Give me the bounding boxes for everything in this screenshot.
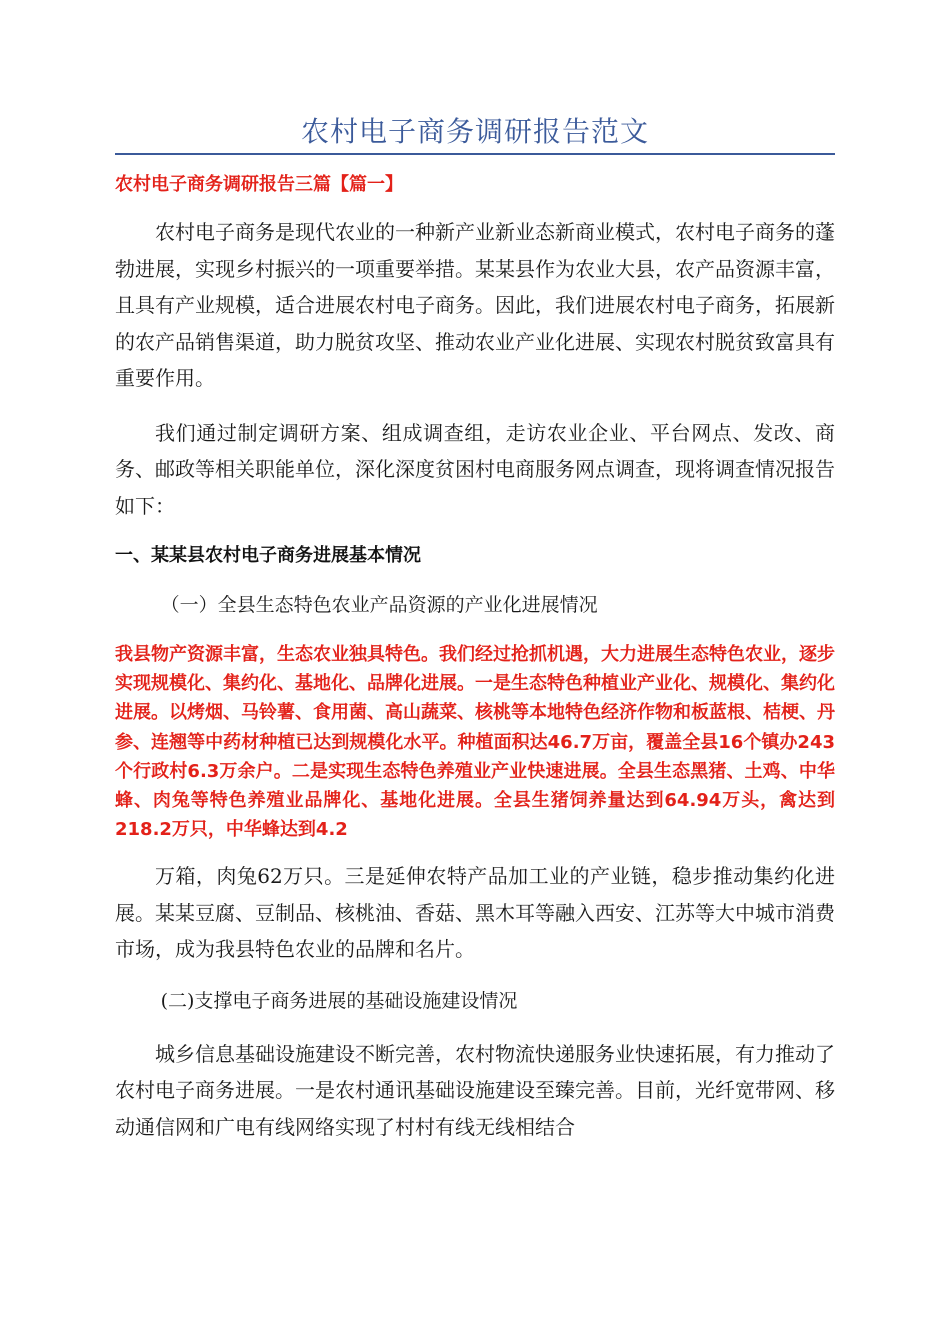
subsection-heading-1: （一）全县生态特色农业产品资源的产业化进展情况 [160, 594, 598, 616]
highlighted-paragraph: 我县物产资源丰富，生态农业独具特色。我们经过抢抓机遇，大力进展生态特色农业，逐步实现规模化、集约化、基地化、品牌化进展。一是生态特色种植业产业化、规模化、集约化进展。以烤烟、马铃薯、食用菌、高山蔬菜、核桃等本地特色经济作物和板蓝根、桔梗、丹参、连翘等中药材种植已达到规模化水平。种植面积达46.7万亩，覆盖全县16个镇办243个行政村6.3万余户。二是实现生态特色养殖业产业快速进展。全县生态黑猪、土鸡、中华蜂、肉兔等特色养殖业品牌化、基地化进展。全县生猪饲养量达到64.94万头，禽达到218.2万只，中华蜂达到4.2 [115, 644, 835, 841]
document-body [115, 172, 835, 1163]
title-divider [115, 153, 835, 155]
infrastructure-paragraph: 城乡信息基础设施建设不断完善，农村物流快递服务业快速拓展，有力推动了农村电子商务进展。一是农村通讯基础设施建设至臻完善。目前，光纤宽带网、移动通信网和广电有线网络实现了村村有线无线相结合 [115, 1041, 835, 1139]
method-paragraph: 我们通过制定调研方案、组成调查组，走访农业企业、平台网点、发改、商务、邮政等相关职能单位，深化深度贫困村电商服务网点调查，现将调查情况报告如下： [115, 420, 835, 518]
document-title: 农村电子商务调研报告范文 [300, 115, 649, 148]
article-subtitle: 农村电子商务调研报告三篇【篇一】 [115, 174, 403, 195]
continuation-paragraph: 万箱，肉兔62万只。三是延伸农特产品加工业的产业链，稳步推动集约化进展。某某豆腐、豆制品、核桃油、香菇、黑木耳等融入西安、江苏等大中城市消费市场，成为我县特色农业的品牌和名片。 [115, 864, 835, 962]
section-heading-1: 一、某某县农村电子商务进展基本情况 [115, 545, 421, 566]
subsection-heading-2: (二)支撑电子商务进展的基础设施建设情况 [160, 989, 518, 1012]
intro-paragraph: 农村电子商务是现代农业的一种新产业新业态新商业模式，农村电子商务的蓬勃进展，实现乡村振兴的一项重要举措。某某县作为农业大县，农产品资源丰富，且具有产业规模，适合进展农村电子商务。因此，我们进展农村电子商务，拓展新的农产品销售渠道，助力脱贫攻坚、推动农业产业化进展、实现农村脱贫致富具有重要作用。 [115, 220, 835, 390]
